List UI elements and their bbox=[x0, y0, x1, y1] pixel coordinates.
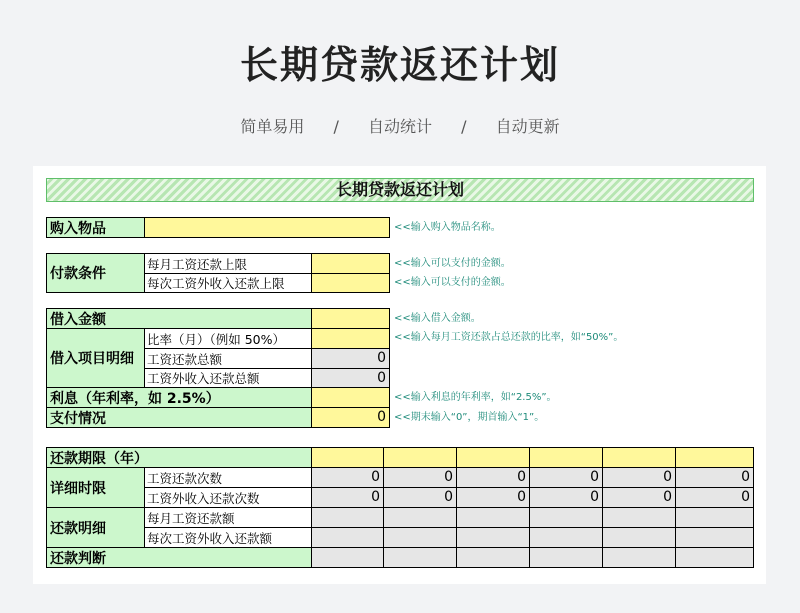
extra-count-cell: 0 bbox=[529, 487, 603, 508]
feature-auto-stats: 自动统计 bbox=[367, 117, 432, 136]
payment-monthly-input[interactable] bbox=[311, 253, 390, 274]
salary-count-cell: 0 bbox=[602, 467, 676, 488]
salary-count-cell: 0 bbox=[311, 467, 384, 488]
payment-status-label: 支付情况 bbox=[46, 407, 312, 428]
monthly-repay-cell bbox=[311, 507, 384, 528]
spreadsheet bbox=[33, 166, 766, 584]
term-input[interactable] bbox=[529, 447, 603, 468]
payment-extra-label: 每次工资外收入还款上限 bbox=[144, 273, 312, 293]
extra-repay-cell bbox=[311, 527, 384, 548]
payment-status-input[interactable]: 0 bbox=[311, 407, 390, 428]
extra-repay-cell bbox=[383, 527, 457, 548]
loan-detail-label: 借入项目明细 bbox=[46, 328, 145, 388]
payment-status-note: <<期末输入“0”，期首输入“1”。 bbox=[394, 412, 545, 423]
repay-judge-label: 还款判断 bbox=[46, 547, 312, 568]
salary-count-cell: 0 bbox=[675, 467, 754, 488]
purchase-label: 购入物品 bbox=[46, 217, 145, 238]
salary-total-value: 0 bbox=[311, 348, 390, 369]
extra-count-cell: 0 bbox=[311, 487, 384, 508]
term-input[interactable] bbox=[311, 447, 384, 468]
monthly-repay-cell bbox=[529, 507, 603, 528]
extra-count-cell: 0 bbox=[675, 487, 754, 508]
extra-count-cell: 0 bbox=[383, 487, 457, 508]
repay-judge-cell bbox=[529, 547, 603, 568]
loan-ratio-note: <<输入每月工资还款占总还款的比率，如“50%”。 bbox=[394, 332, 624, 343]
payment-monthly-note: <<输入可以支付的金额。 bbox=[394, 258, 511, 269]
repay-detail-label: 还款明细 bbox=[46, 507, 145, 548]
extra-count-cell: 0 bbox=[602, 487, 676, 508]
monthly-repay-cell bbox=[675, 507, 754, 528]
extra-repay-label: 每次工资外收入还款额 bbox=[144, 527, 312, 548]
repay-judge-cell bbox=[383, 547, 457, 568]
repay-judge-cell bbox=[456, 547, 530, 568]
extra-repay-cell bbox=[675, 527, 754, 548]
payment-extra-note: <<输入可以支付的金额。 bbox=[394, 277, 511, 288]
payment-extra-input[interactable] bbox=[311, 273, 390, 293]
term-input[interactable] bbox=[383, 447, 457, 468]
loan-amount-note: <<输入借入金额。 bbox=[394, 313, 481, 324]
monthly-repay-cell bbox=[383, 507, 457, 528]
detail-times-label: 详细时限 bbox=[46, 467, 145, 508]
page-title: 长期贷款返还计划 bbox=[239, 43, 560, 87]
feature-easy: 简单易用 bbox=[240, 117, 305, 136]
extra-repay-cell bbox=[456, 527, 530, 548]
loan-ratio-label: 比率（月）（例如 50%） bbox=[144, 328, 312, 349]
feature-auto-update: 自动更新 bbox=[495, 117, 560, 136]
repay-judge-cell bbox=[675, 547, 754, 568]
interest-label: 利息（年利率，如 2.5%） bbox=[46, 387, 312, 408]
feature-separator: / bbox=[333, 117, 339, 136]
repay-judge-cell bbox=[602, 547, 676, 568]
payment-label: 付款条件 bbox=[46, 253, 145, 293]
feature-list bbox=[0, 114, 800, 137]
interest-note: <<输入利息的年利率，如“2.5%”。 bbox=[394, 392, 557, 403]
salary-count-cell: 0 bbox=[456, 467, 530, 488]
loan-amount-label: 借入金额 bbox=[46, 308, 312, 329]
salary-total-label: 工资还款总额 bbox=[144, 348, 312, 369]
extra-repay-cell bbox=[529, 527, 603, 548]
term-input[interactable] bbox=[602, 447, 676, 468]
term-input[interactable] bbox=[456, 447, 530, 468]
extra-count-cell: 0 bbox=[456, 487, 530, 508]
loan-ratio-input[interactable] bbox=[311, 328, 390, 349]
extra-total-label: 工资外收入还款总额 bbox=[144, 368, 312, 388]
interest-input[interactable] bbox=[311, 387, 390, 408]
feature-separator: / bbox=[461, 117, 467, 136]
monthly-repay-cell bbox=[456, 507, 530, 528]
salary-count-cell: 0 bbox=[383, 467, 457, 488]
purchase-note: <<输入购入物品名称。 bbox=[394, 222, 501, 233]
monthly-repay-label: 每月工资还款额 bbox=[144, 507, 312, 528]
term-label: 还款期限（年） bbox=[46, 447, 312, 468]
sheet-banner: 长期贷款返还计划 bbox=[46, 178, 754, 202]
loan-amount-input[interactable] bbox=[311, 308, 390, 329]
salary-count-cell: 0 bbox=[529, 467, 603, 488]
purchase-input[interactable] bbox=[144, 217, 390, 238]
extra-repay-cell bbox=[602, 527, 676, 548]
monthly-repay-cell bbox=[602, 507, 676, 528]
salary-count-label: 工资还款次数 bbox=[144, 467, 312, 488]
term-input[interactable] bbox=[675, 447, 754, 468]
extra-total-value: 0 bbox=[311, 368, 390, 388]
extra-count-label: 工资外收入还款次数 bbox=[144, 487, 312, 508]
payment-monthly-label: 每月工资还款上限 bbox=[144, 253, 312, 274]
repay-judge-cell bbox=[311, 547, 384, 568]
